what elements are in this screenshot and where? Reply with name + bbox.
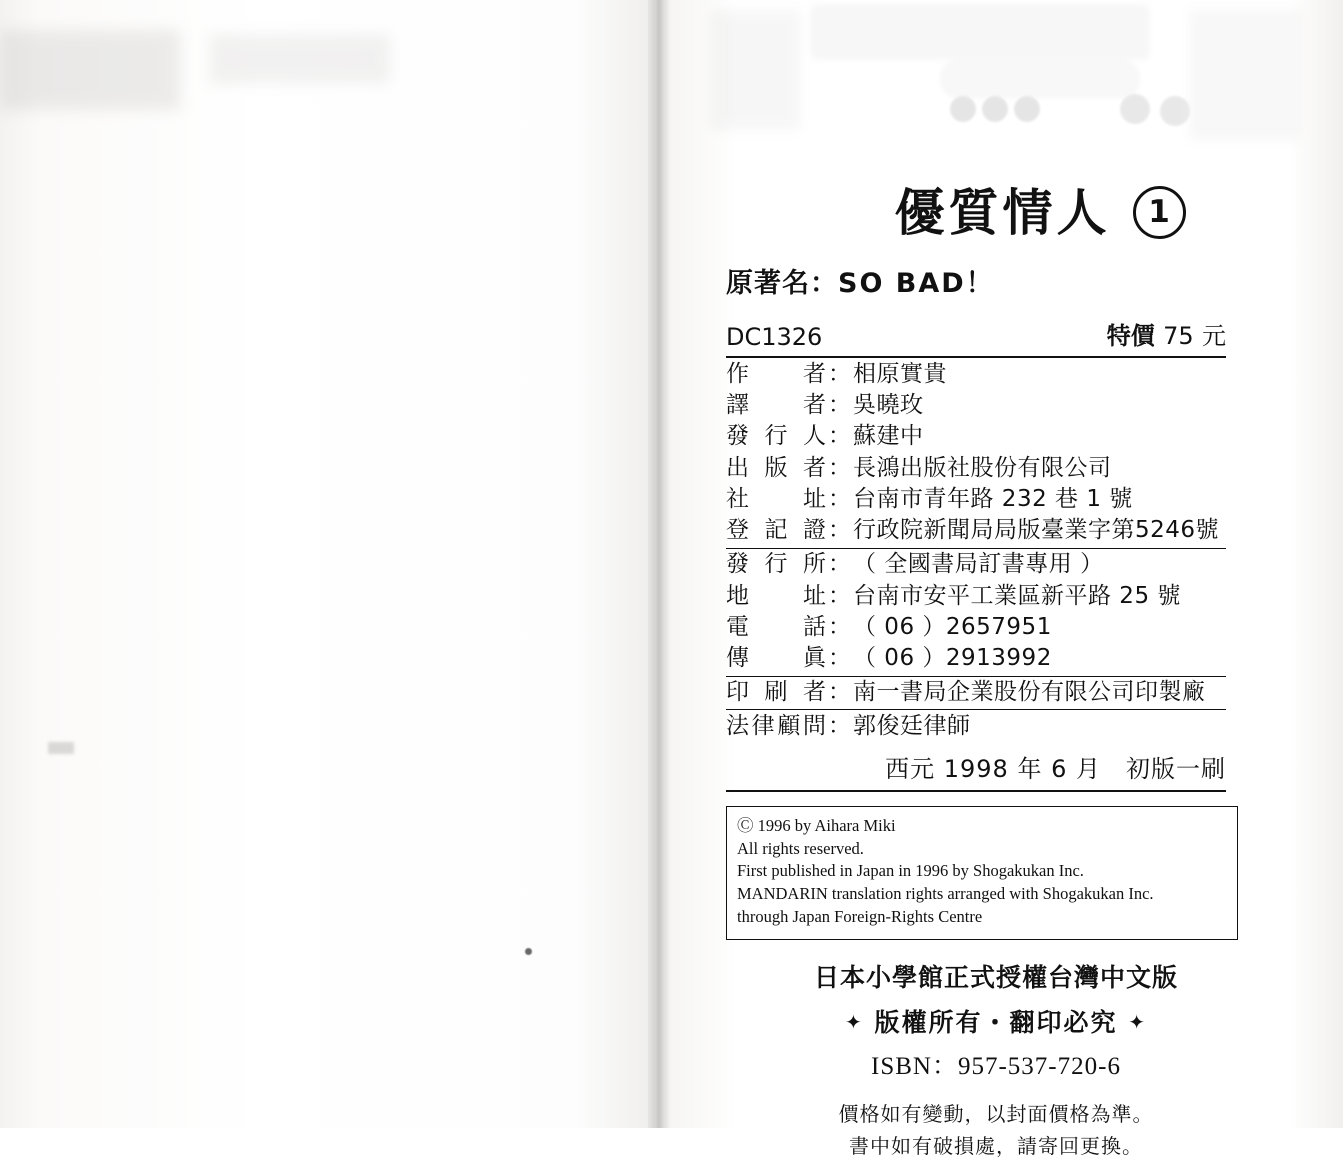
credit-label: 傳 眞	[726, 645, 826, 672]
diamond-icon: ✦	[1128, 1009, 1147, 1034]
credit-label: 出 版 者	[726, 454, 826, 481]
copyright-line: Ⓒ 1996 by Aihara Miki	[737, 815, 896, 835]
credit-label: 譯 者	[726, 391, 826, 418]
diamond-icon: ✦	[845, 1009, 864, 1034]
original-title-value: SO BAD！	[838, 268, 995, 299]
paper-smudge	[48, 742, 74, 754]
copyright-line: through Japan Foreign-Rights Centre	[737, 906, 983, 926]
copyright-line: First published in Japan in 1996 by Shogakukan Inc.	[737, 861, 1084, 881]
credit-row	[726, 549, 1226, 580]
credit-separator: ：	[828, 551, 851, 578]
footer-note-line: 價格如有變動，以封面價格為準。	[838, 1103, 1154, 1126]
title-row	[760, 183, 1320, 242]
credit-separator: ：	[828, 712, 851, 739]
credit-row	[726, 358, 1226, 389]
credit-label: 電 話	[726, 613, 826, 640]
credit-value: 吳曉玫	[853, 391, 924, 418]
credit-row	[726, 421, 1226, 452]
credit-row	[726, 580, 1226, 611]
credit-separator: ：	[828, 454, 851, 481]
left-blank-page	[0, 0, 655, 1128]
footer-note-line: 書中如有破損處，請寄回更換。	[849, 1135, 1143, 1158]
isbn-line	[726, 1046, 1266, 1082]
credit-row	[726, 611, 1226, 642]
isbn-value: 957-537-720-6	[957, 1052, 1121, 1080]
credit-label: 登 記 證	[726, 517, 826, 544]
original-title-row	[726, 261, 1320, 300]
credit-value: （ 全國書局訂書專用 ）	[853, 551, 1104, 578]
credit-label: 社 址	[726, 485, 826, 512]
original-title-label: 原著名：	[726, 268, 838, 299]
credit-value: 蘇建中	[853, 423, 924, 450]
credits-list	[726, 358, 1226, 742]
colophon-block	[700, 183, 1320, 1163]
credit-row	[726, 452, 1226, 483]
isbn-label: ISBN：	[871, 1052, 958, 1080]
credit-value: 行政院新聞局局版臺業字第5246號	[853, 517, 1220, 544]
credit-row	[726, 515, 1226, 549]
price-unit: 元	[1202, 322, 1226, 350]
book-gutter	[648, 0, 670, 1128]
credit-separator: ：	[828, 582, 851, 609]
price-label: 特價	[1106, 322, 1155, 350]
paper-speck	[525, 948, 532, 955]
credit-label: 地 址	[726, 582, 826, 609]
rights-reserved-line	[726, 1003, 1266, 1039]
paper-smudge	[0, 30, 180, 110]
credit-row	[726, 389, 1226, 420]
credit-row	[726, 643, 1226, 677]
credit-separator: ：	[828, 391, 851, 418]
credit-value: 台南市青年路 232 巷 1 號	[853, 485, 1133, 512]
credit-row	[726, 710, 1226, 741]
credit-label: 作 者	[726, 360, 826, 387]
divider-bottom	[726, 790, 1226, 792]
credit-label: 印 刷 者	[726, 679, 826, 706]
paper-smudge	[210, 34, 390, 84]
credit-value: 南一書局企業股份有限公司印製廠	[853, 679, 1206, 706]
rights-reserved-text: 版權所有・翻印必究	[874, 1007, 1118, 1037]
credit-separator: ：	[828, 679, 851, 706]
credit-label: 法 律 顧 問	[726, 712, 826, 739]
credit-label: 發 行 人	[726, 423, 826, 450]
price-value: 75	[1163, 322, 1194, 350]
credit-separator: ：	[828, 517, 851, 544]
authorized-edition-line: 日本小學館正式授權台灣中文版	[813, 962, 1178, 992]
credit-value: 台南市安平工業區新平路 25 號	[853, 582, 1181, 609]
credit-separator: ：	[828, 613, 851, 640]
catalog-and-price-row	[726, 316, 1226, 356]
price	[1107, 316, 1226, 351]
copyright-line: All rights reserved.	[737, 838, 864, 858]
footer-notes	[726, 1099, 1266, 1163]
credit-row	[726, 483, 1226, 514]
credit-separator: ：	[828, 423, 851, 450]
credit-value: 郭俊廷律師	[853, 712, 971, 739]
book-title: 優質情人	[894, 183, 1111, 242]
credit-value: 相原實貴	[853, 360, 947, 387]
credit-value: （ 06 ）2913992	[853, 645, 1052, 672]
credit-label: 發 行 所	[726, 551, 826, 578]
credit-separator: ：	[828, 485, 851, 512]
volume-number: 1	[1133, 186, 1186, 239]
copyright-notice-box	[726, 806, 1238, 940]
credit-row	[726, 677, 1226, 711]
credit-separator: ：	[828, 360, 851, 387]
copyright-line: MANDARIN translation rights arranged with Shogakukan Inc.	[737, 884, 1154, 904]
edition-date: 西元 1998 年 6 月 初版一刷	[885, 754, 1226, 783]
credit-separator: ：	[828, 645, 851, 672]
catalog-code: DC1326	[726, 323, 823, 351]
credit-value: （ 06 ）2657951	[853, 613, 1052, 640]
credit-value: 長鴻出版社股份有限公司	[853, 454, 1112, 481]
